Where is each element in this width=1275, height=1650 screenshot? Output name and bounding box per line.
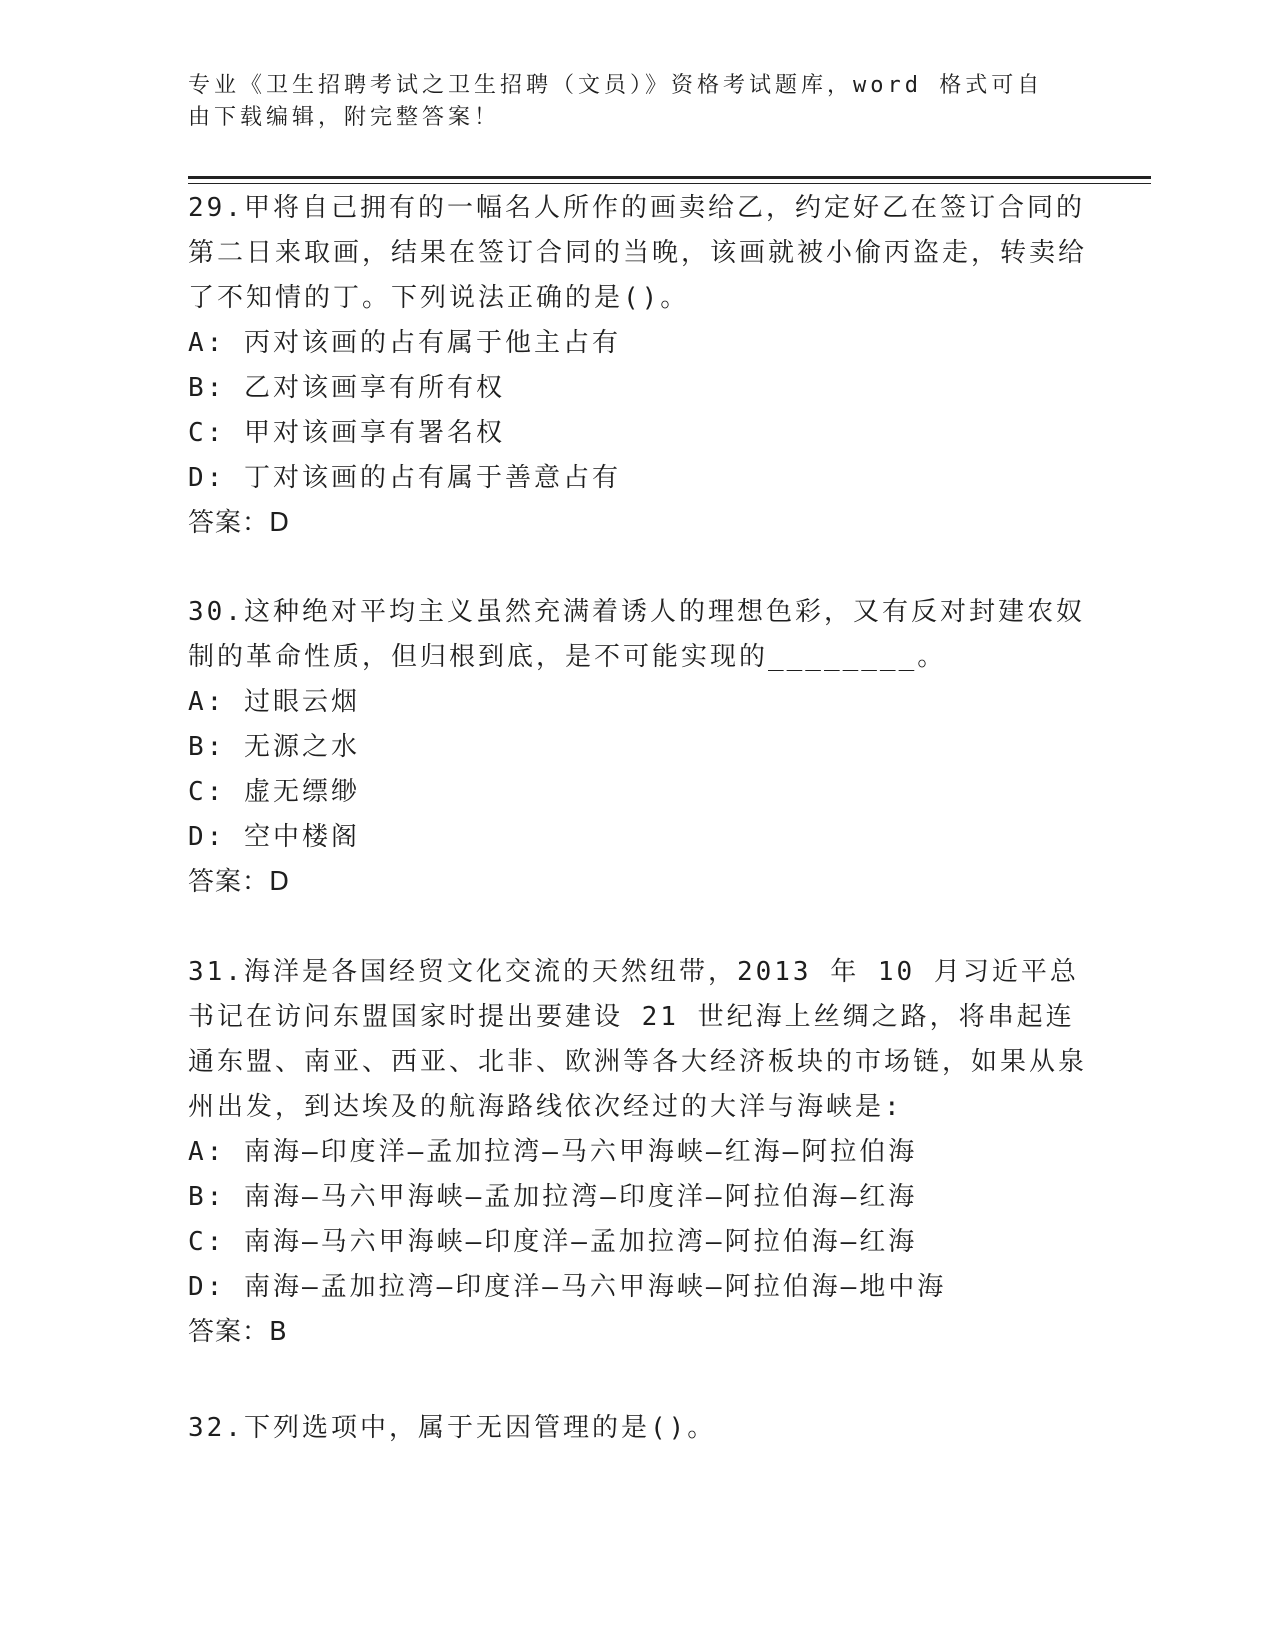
question-31 <box>188 950 1088 1355</box>
answer: 答案：D <box>188 867 291 897</box>
option-b: B: 南海—马六甲海峡—孟加拉湾—印度洋—阿拉伯海—红海 <box>188 1182 918 1212</box>
question-stem: 30.这种绝对平均主义虽然充满着诱人的理想色彩，又有反对封建农奴制的革命性质，但归根到底，是不可能实现的________。 <box>188 597 1085 672</box>
header-rule-thin <box>188 183 1151 184</box>
option-c: C: 南海—马六甲海峡—印度洋—孟加拉湾—阿拉伯海—红海 <box>188 1227 918 1257</box>
question-stem: 32.下列选项中，属于无因管理的是()。 <box>188 1413 717 1443</box>
question-29 <box>188 186 1088 546</box>
header-rule-thick <box>188 176 1151 179</box>
option-b: B: 乙对该画享有所有权 <box>188 373 505 403</box>
option-a: A: 过眼云烟 <box>188 687 360 717</box>
option-d: D: 丁对该画的占有属于善意占有 <box>188 463 621 493</box>
answer: 答案：D <box>188 508 291 538</box>
question-stem: 31.海洋是各国经贸文化交流的天然纽带，2013 年 10 月习近平总书记在访问东盟国家时提出要建设 21 世纪海上丝绸之路，将串起连通东盟、南亚、西亚、北非、欧洲等各大经济板块的市场链，如果从泉州出发，到达埃及的航海路线依次经过的大洋与海峡是: <box>188 957 1088 1122</box>
option-a: A: 丙对该画的占有属于他主占有 <box>188 328 621 358</box>
option-c: C: 甲对该画享有署名权 <box>188 418 505 448</box>
document-header: 专业《卫生招聘考试之卫生招聘（文员）》资格考试题库，word 格式可自由下载编辑，附完整答案！ <box>188 73 1044 130</box>
option-a: A: 南海—印度洋—孟加拉湾—马六甲海峡—红海—阿拉伯海 <box>188 1137 918 1167</box>
option-d: D: 空中楼阁 <box>188 822 360 852</box>
question-30 <box>188 590 1088 905</box>
option-b: B: 无源之水 <box>188 732 360 762</box>
answer: 答案：B <box>188 1317 288 1347</box>
option-c: C: 虚无缥缈 <box>188 777 360 807</box>
question-32 <box>188 1406 1088 1451</box>
option-d: D: 南海—孟加拉湾—印度洋—马六甲海峡—阿拉伯海—地中海 <box>188 1272 947 1302</box>
question-stem: 29.甲将自己拥有的一幅名人所作的画卖给乙，约定好乙在签订合同的第二日来取画，结果在签订合同的当晚，该画就被小偷丙盗走，转卖给了不知情的丁。下列说法正确的是()。 <box>188 193 1088 313</box>
